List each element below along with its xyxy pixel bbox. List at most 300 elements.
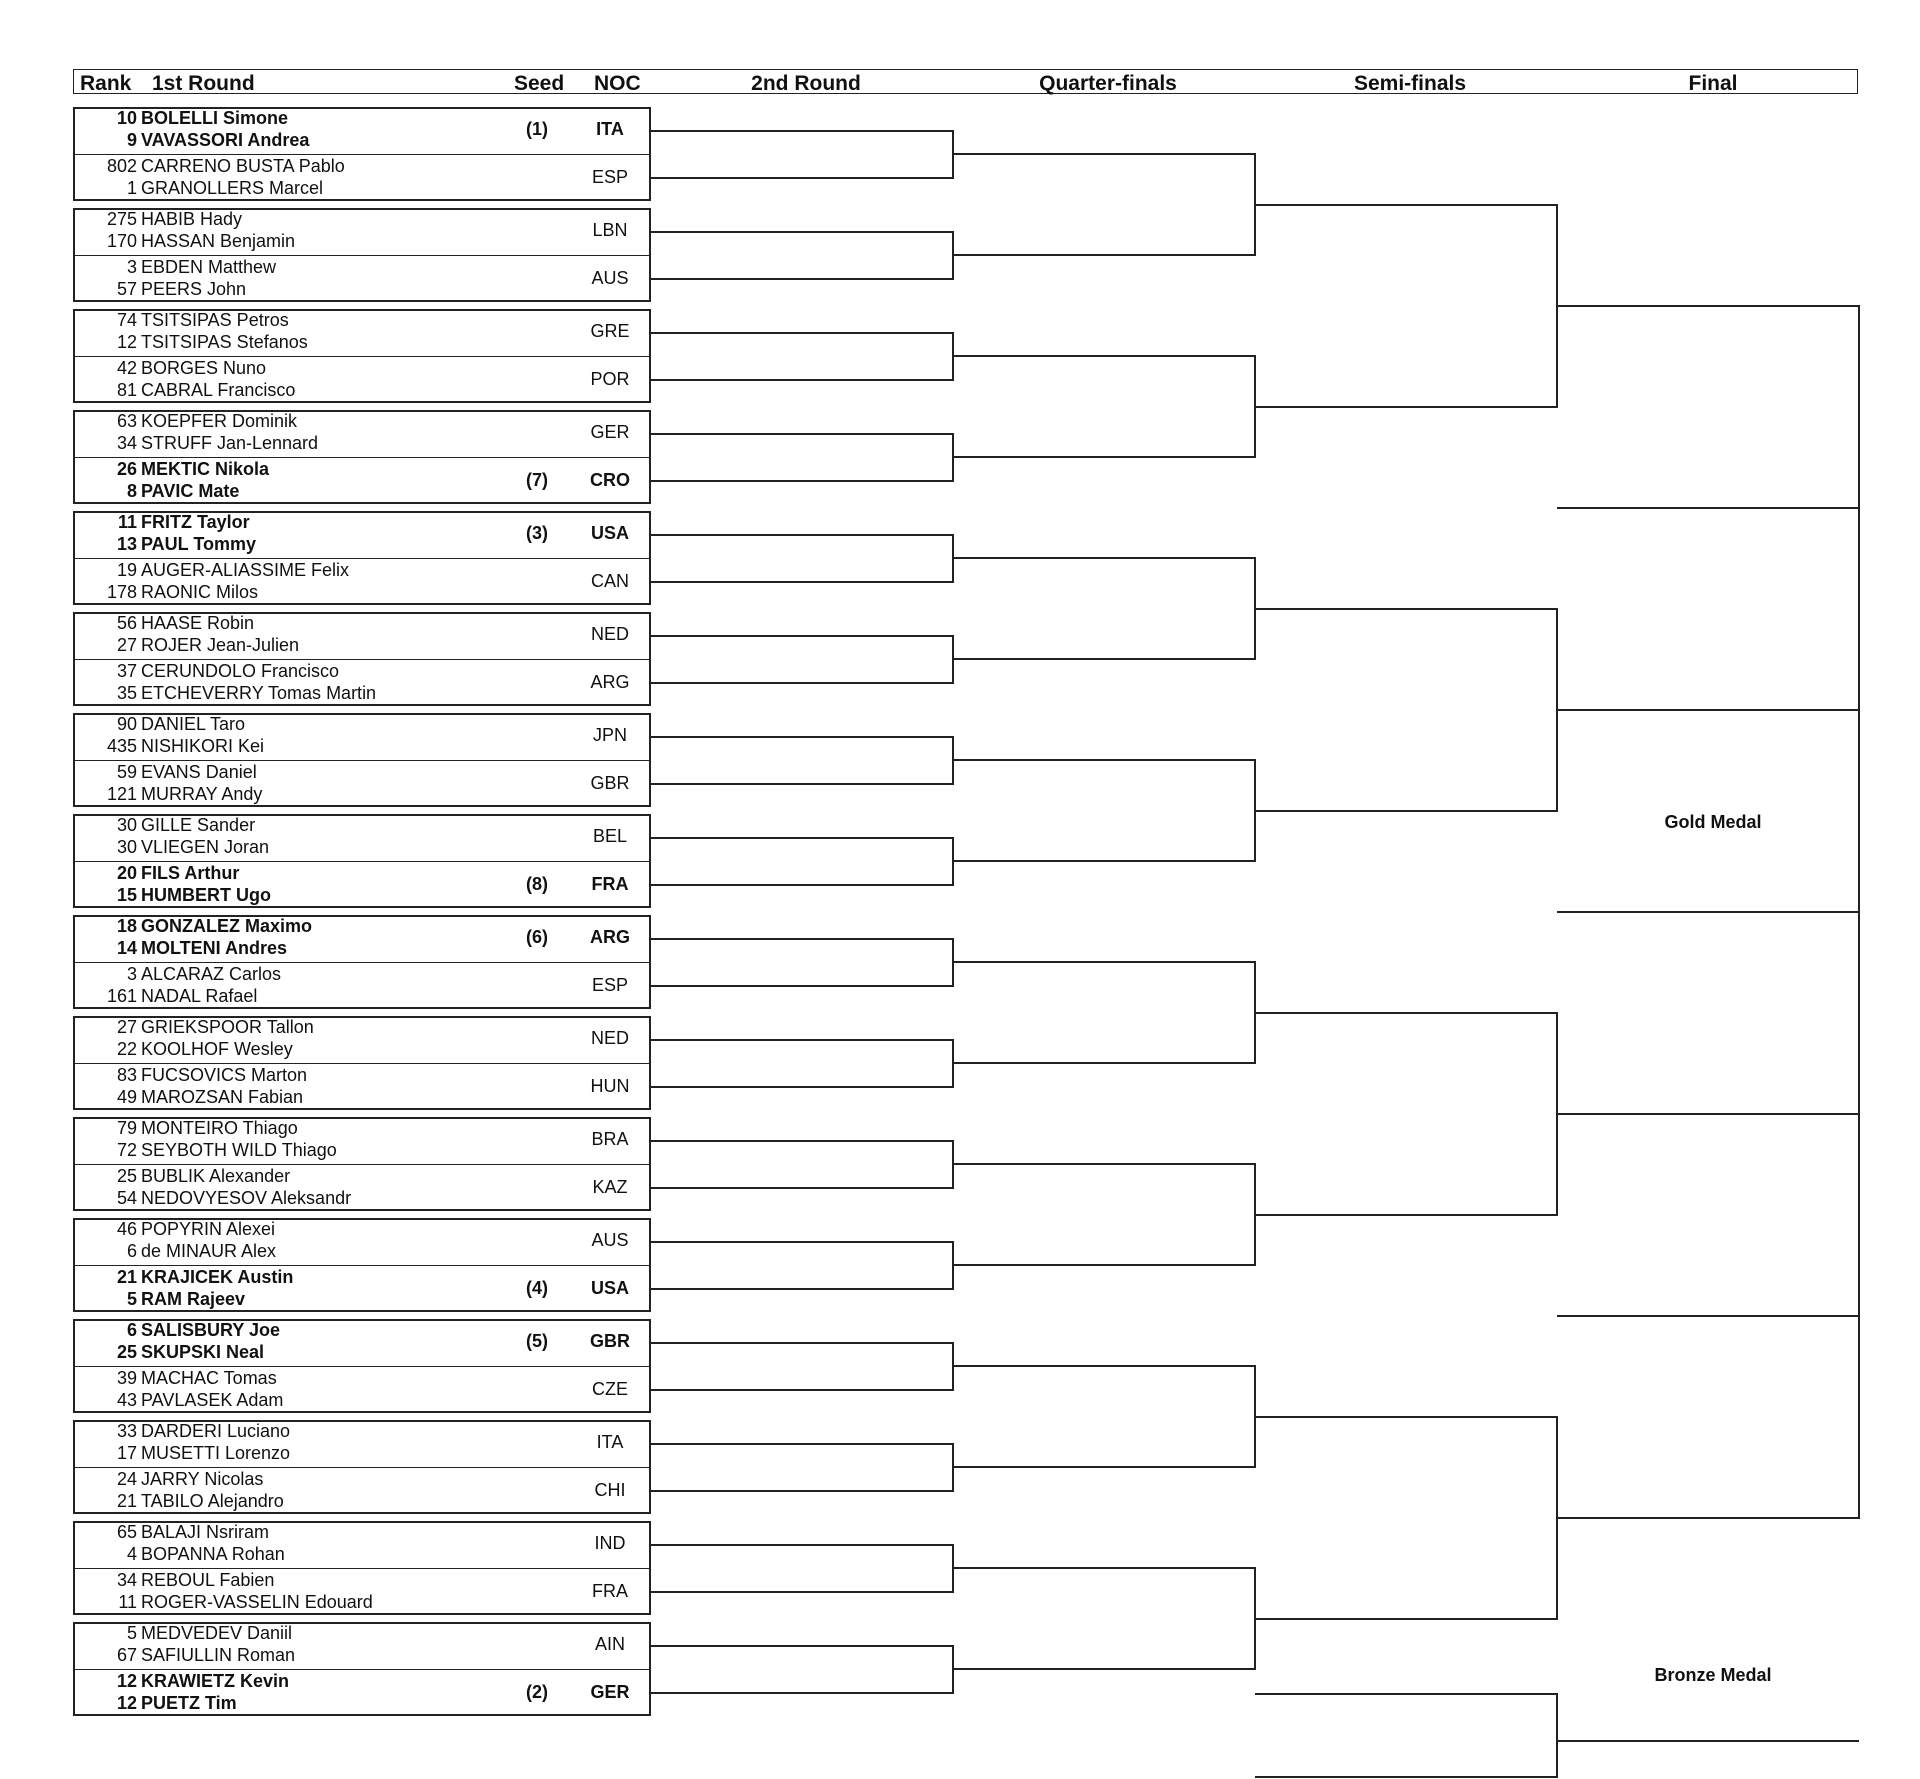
player-rank: 56: [116, 613, 137, 633]
bracket-line: [650, 635, 953, 637]
player-rank: 63: [116, 411, 137, 431]
team-noc: AIN: [594, 1634, 625, 1654]
team-noc: ARG: [590, 672, 630, 692]
player-line: [75, 1017, 314, 1037]
player-line: [75, 108, 288, 128]
first-round-match: [73, 309, 651, 403]
player-name: CERUNDOLO Francisco: [141, 661, 340, 681]
player-line: [75, 1320, 280, 1340]
player-line: [75, 837, 269, 857]
player-line: [75, 683, 376, 703]
team-noc: ITA: [596, 119, 624, 139]
team-row: [75, 1265, 649, 1312]
player-name: GILLE Sander: [141, 815, 256, 835]
bracket-line: [650, 581, 953, 583]
player-rank: 10: [116, 108, 137, 128]
team-seed: (2): [526, 1682, 548, 1702]
bracket-line: [650, 1187, 953, 1189]
team-noc: GRE: [590, 321, 630, 341]
player-line: [75, 938, 287, 958]
header-semifinals: Semi-finals: [1353, 72, 1467, 95]
player-rank: 42: [116, 358, 137, 378]
bronze-medal-label: Bronze Medal: [1654, 1665, 1772, 1685]
bracket-line: [650, 1389, 953, 1391]
player-line: [75, 156, 345, 176]
bracket-line: [953, 1466, 1255, 1468]
first-round-match: [73, 713, 651, 807]
player-name: ROJER Jean-Julien: [141, 635, 300, 655]
player-rank: 170: [106, 231, 137, 251]
header-rank: Rank: [80, 72, 132, 95]
player-rank: 6: [126, 1320, 137, 1340]
player-line: [75, 332, 308, 352]
player-rank: 79: [116, 1118, 137, 1138]
first-round-match: [73, 410, 651, 504]
team-noc: CHI: [594, 1480, 626, 1500]
team-seed: (6): [526, 927, 548, 947]
team-row: [75, 1521, 649, 1568]
player-rank: 67: [116, 1645, 137, 1665]
header-seed: Seed: [514, 72, 565, 95]
bracket-line: [1255, 1693, 1557, 1695]
player-name: ALCARAZ Carlos: [141, 964, 282, 984]
player-line: [75, 784, 262, 804]
player-name: HASSAN Benjamin: [141, 231, 296, 251]
player-name: KOEPFER Dominik: [141, 411, 298, 431]
team-row: [75, 1319, 649, 1366]
player-rank: 37: [116, 661, 137, 681]
player-line: [75, 916, 312, 936]
player-name: NISHIKORI Kei: [141, 736, 265, 756]
bracket-line: [1255, 1618, 1557, 1620]
team-seed: (7): [526, 470, 548, 490]
player-name: TABILO Alejandro: [141, 1491, 284, 1511]
bracket-line: [1557, 305, 1859, 307]
bracket-line: [650, 177, 953, 179]
player-line: [75, 231, 295, 251]
header-round2: 2nd Round: [751, 72, 861, 95]
bracket-line: [1255, 1776, 1557, 1778]
player-line: [75, 279, 246, 299]
player-line: [75, 178, 323, 198]
gold-medal-label: Gold Medal: [1664, 812, 1762, 832]
bracket-line: [953, 254, 1255, 256]
team-row: [75, 511, 649, 558]
player-name: MEDVEDEV Daniil: [141, 1623, 293, 1643]
player-line: [75, 1645, 295, 1665]
bracket-line: [953, 1062, 1255, 1064]
bracket-line: [650, 837, 953, 839]
player-line: [75, 885, 271, 905]
team-row: [75, 1063, 649, 1110]
player-name: MONTEIRO Thiago: [141, 1118, 298, 1138]
player-line: [75, 257, 276, 277]
bracket-line: [650, 938, 953, 940]
player-line: [75, 1065, 307, 1085]
bracket-line: [953, 1365, 1255, 1367]
player-name: MURRAY Andy: [141, 784, 263, 804]
header-quarterfinals: Quarter-finals: [1039, 72, 1177, 95]
player-name: TSITSIPAS Petros: [141, 310, 289, 330]
player-line: [75, 1623, 292, 1643]
team-noc: LBN: [592, 220, 628, 240]
player-rank: 12: [116, 1693, 137, 1713]
team-noc: ESP: [591, 975, 629, 995]
bracket-line: [650, 682, 953, 684]
player-line: [75, 1570, 274, 1590]
header-round1: 1st Round: [152, 72, 255, 95]
player-rank: 802: [106, 156, 137, 176]
player-rank: 65: [116, 1522, 137, 1542]
team-noc: ITA: [596, 1432, 624, 1452]
player-name: EBDEN Matthew: [141, 257, 277, 277]
bracket-line: [650, 534, 953, 536]
player-name: STRUFF Jan-Lennard: [141, 433, 319, 453]
team-row: [75, 1164, 649, 1211]
player-name: POPYRIN Alexei: [141, 1219, 276, 1239]
first-round-match: [73, 511, 651, 605]
player-name: SEYBOTH WILD Thiago: [141, 1140, 337, 1160]
player-line: [75, 1039, 293, 1059]
player-rank: 59: [116, 762, 137, 782]
team-row: [75, 255, 649, 302]
bracket-line: [650, 130, 953, 132]
team-noc: USA: [590, 1278, 629, 1298]
team-row: [75, 1669, 649, 1716]
player-name: GRANOLLERS Marcel: [141, 178, 324, 198]
player-rank: 9: [126, 130, 137, 150]
bracket-line: [953, 1264, 1255, 1266]
player-rank: 54: [116, 1188, 137, 1208]
player-line: [75, 1166, 290, 1186]
player-rank: 74: [116, 310, 137, 330]
bracket-line: [650, 1591, 953, 1593]
player-name: PAUL Tommy: [141, 534, 257, 554]
player-line: [75, 1421, 290, 1441]
player-name: BUBLIK Alexander: [141, 1166, 291, 1186]
player-line: [75, 613, 254, 633]
team-row: [75, 410, 649, 457]
player-rank: 57: [116, 279, 137, 299]
player-rank: 21: [116, 1267, 137, 1287]
bracket-line: [953, 1668, 1255, 1670]
team-seed: (5): [526, 1331, 548, 1351]
player-line: [75, 1522, 269, 1542]
player-rank: 5: [126, 1289, 137, 1309]
first-round-match: [73, 1319, 651, 1413]
team-noc: FRA: [591, 874, 629, 894]
player-name: NADAL Rafael: [141, 986, 258, 1006]
first-round-match: [73, 814, 651, 908]
team-row: [75, 1622, 649, 1669]
player-rank: 34: [116, 1570, 137, 1590]
player-name: HUMBERT Ugo: [141, 885, 271, 905]
team-row: [75, 814, 649, 861]
bracket-line: [650, 1544, 953, 1546]
player-line: [75, 1289, 245, 1309]
player-name: GRIEKSPOOR Tallon: [141, 1017, 314, 1037]
bracket-line: [1255, 204, 1557, 206]
bracket-line: [650, 480, 953, 482]
player-line: [75, 209, 242, 229]
team-noc: GBR: [590, 1331, 630, 1351]
team-noc: BRA: [591, 1129, 629, 1149]
bracket-line: [1557, 1113, 1859, 1115]
player-line: [75, 1267, 293, 1287]
player-name: PAVIC Mate: [141, 481, 240, 501]
team-noc: POR: [590, 369, 630, 389]
team-noc: HUN: [590, 1076, 630, 1096]
player-line: [75, 433, 318, 453]
bracket-line: [650, 433, 953, 435]
bracket-line: [953, 1163, 1255, 1165]
team-noc: BEL: [592, 826, 628, 846]
player-rank: 83: [116, 1065, 137, 1085]
team-noc: JPN: [592, 725, 627, 745]
bracket-line: [1556, 1693, 1558, 1778]
player-line: [75, 714, 245, 734]
player-name: MAROZSAN Fabian: [141, 1087, 304, 1107]
header-noc: NOC: [594, 72, 641, 95]
bracket-line: [1255, 608, 1557, 610]
player-line: [75, 736, 264, 756]
bracket-line: [1255, 406, 1557, 408]
bracket-line: [953, 1567, 1255, 1569]
player-name: SAFIULLIN Roman: [141, 1645, 296, 1665]
team-noc: ARG: [590, 927, 630, 947]
player-line: [75, 358, 266, 378]
bracket-line: [953, 759, 1255, 761]
first-round-match: [73, 1016, 651, 1110]
player-rank: 33: [116, 1421, 137, 1441]
player-name: BALAJI Nsriram: [141, 1522, 270, 1542]
player-rank: 27: [116, 635, 137, 655]
team-row: [75, 107, 649, 154]
player-name: GONZALEZ Maximo: [141, 916, 313, 936]
player-name: BOLELLI Simone: [141, 108, 289, 128]
player-rank: 121: [106, 784, 137, 804]
player-name: NEDOVYESOV Aleksandr: [141, 1188, 352, 1208]
player-name: PEERS John: [141, 279, 247, 299]
bracket-line: [1255, 1012, 1557, 1014]
player-line: [75, 459, 269, 479]
player-line: [75, 986, 257, 1006]
team-seed: (4): [526, 1278, 548, 1298]
player-name: SALISBURY Joe: [141, 1320, 281, 1340]
player-line: [75, 1368, 277, 1388]
bracket-line: [1557, 1517, 1859, 1519]
team-row: [75, 558, 649, 605]
team-noc: KAZ: [592, 1177, 628, 1197]
player-rank: 15: [116, 885, 137, 905]
player-name: MACHAC Tomas: [141, 1368, 277, 1388]
team-row: [75, 1366, 649, 1413]
player-rank: 30: [116, 837, 137, 857]
player-line: [75, 481, 239, 501]
player-name: ROGER-VASSELIN Edouard: [141, 1592, 373, 1612]
player-line: [75, 130, 309, 150]
team-row: [75, 962, 649, 1009]
player-line: [75, 1693, 237, 1713]
team-noc: GER: [590, 1682, 630, 1702]
player-name: de MINAUR Alex: [141, 1241, 277, 1261]
player-rank: 13: [116, 534, 137, 554]
team-row: [75, 612, 649, 659]
player-line: [75, 1342, 264, 1362]
bracket-line: [953, 557, 1255, 559]
player-name: PAVLASEK Adam: [141, 1390, 284, 1410]
player-rank: 1: [126, 178, 137, 198]
player-name: JARRY Nicolas: [141, 1469, 264, 1489]
bracket-line: [650, 332, 953, 334]
player-line: [75, 560, 349, 580]
team-row: [75, 659, 649, 706]
player-rank: 275: [106, 209, 137, 229]
player-name: VLIEGEN Joran: [141, 837, 270, 857]
team-noc: USA: [590, 523, 629, 543]
player-name: RAM Rajeev: [141, 1289, 246, 1309]
first-round-match: [73, 1117, 651, 1211]
player-rank: 5: [126, 1623, 137, 1643]
bracket-line: [1557, 911, 1859, 913]
player-rank: 24: [116, 1469, 137, 1489]
bracket-line: [953, 860, 1255, 862]
team-seed: (1): [526, 119, 548, 139]
player-line: [75, 1118, 298, 1138]
player-rank: 11: [118, 1592, 137, 1612]
bracket-line: [650, 884, 953, 886]
team-noc: IND: [594, 1533, 626, 1553]
player-name: ETCHEVERRY Tomas Martin: [141, 683, 377, 703]
bracket-line: [1557, 709, 1859, 711]
bracket-line: [953, 153, 1255, 155]
bracket-line: [953, 961, 1255, 963]
player-name: KOOLHOF Wesley: [141, 1039, 293, 1059]
player-name: CARRENO BUSTA Pablo: [141, 156, 345, 176]
player-line: [75, 1443, 290, 1463]
bracket-line: [953, 658, 1255, 660]
player-rank: 6: [126, 1241, 137, 1261]
player-name: BORGES Nuno: [141, 358, 267, 378]
player-line: [75, 1188, 351, 1208]
player-rank: 30: [116, 815, 137, 835]
bracket-line: [953, 456, 1255, 458]
first-round-match: [73, 915, 651, 1009]
player-line: [75, 1219, 275, 1239]
player-line: [75, 1671, 289, 1691]
team-row: [75, 713, 649, 760]
player-rank: 20: [116, 863, 137, 883]
player-name: FILS Arthur: [141, 863, 240, 883]
player-rank: 72: [116, 1140, 137, 1160]
bracket-line: [1255, 1214, 1557, 1216]
first-round-match: [73, 107, 651, 201]
player-name: DANIEL Taro: [141, 714, 246, 734]
player-name: BOPANNA Rohan: [141, 1544, 285, 1564]
team-noc: ESP: [591, 167, 629, 187]
player-name: HAASE Robin: [141, 613, 255, 633]
player-line: [75, 310, 289, 330]
player-rank: 90: [116, 714, 137, 734]
player-line: [75, 1491, 284, 1511]
player-rank: 22: [116, 1039, 137, 1059]
player-rank: 34: [116, 433, 137, 453]
first-round-match: [73, 612, 651, 706]
player-name: DARDERI Luciano: [141, 1421, 291, 1441]
player-line: [75, 1140, 337, 1160]
team-row: [75, 1420, 649, 1467]
player-name: FRITZ Taylor: [141, 512, 250, 532]
first-round-match: [73, 1420, 651, 1514]
first-round-match: [73, 1622, 651, 1716]
player-line: [75, 863, 239, 883]
player-rank: 161: [106, 986, 137, 1006]
bracket-line: [1557, 507, 1859, 509]
first-round-match: [73, 1521, 651, 1615]
bracket-line: [650, 1241, 953, 1243]
player-name: VAVASSORI Andrea: [141, 130, 310, 150]
team-row: [75, 760, 649, 807]
team-row: [75, 208, 649, 255]
player-line: [75, 512, 250, 532]
player-rank: 178: [106, 582, 137, 602]
team-row: [75, 1117, 649, 1164]
bracket-line: [650, 278, 953, 280]
player-rank: 46: [116, 1219, 137, 1239]
bracket-line: [650, 1490, 953, 1492]
team-noc: CAN: [590, 571, 629, 591]
player-rank: 25: [116, 1342, 137, 1362]
team-noc: AUS: [591, 268, 629, 288]
player-rank: 435: [106, 736, 137, 756]
player-name: KRAWIETZ Kevin: [141, 1671, 290, 1691]
player-name: RAONIC Milos: [141, 582, 259, 602]
player-line: [75, 582, 258, 602]
team-noc: GER: [590, 422, 630, 442]
team-noc: FRA: [592, 1581, 628, 1601]
bracket-line: [1255, 1416, 1557, 1418]
player-line: [75, 411, 297, 431]
player-line: [75, 762, 257, 782]
team-row: [75, 915, 649, 962]
player-rank: 26: [116, 459, 137, 479]
bracket-line: [650, 379, 953, 381]
player-name: TSITSIPAS Stefanos: [141, 332, 308, 352]
player-line: [75, 1592, 373, 1612]
player-rank: 43: [116, 1390, 137, 1410]
team-row: [75, 1568, 649, 1615]
bracket-line: [650, 1288, 953, 1290]
player-name: AUGER-ALIASSIME Felix: [141, 560, 350, 580]
player-line: [75, 380, 295, 400]
player-name: CABRAL Francisco: [141, 380, 296, 400]
player-rank: 11: [117, 512, 137, 532]
bracket-line: [1255, 810, 1557, 812]
player-name: KRAJICEK Austin: [141, 1267, 294, 1287]
bracket-line: [1557, 1740, 1859, 1742]
player-line: [75, 964, 281, 984]
player-rank: 4: [126, 1544, 137, 1564]
player-line: [75, 635, 299, 655]
player-rank: 3: [126, 257, 137, 277]
header-final: Final: [1688, 72, 1738, 95]
player-name: SKUPSKI Neal: [141, 1342, 265, 1362]
team-row: [75, 1016, 649, 1063]
bracket-line: [650, 231, 953, 233]
player-rank: 19: [116, 560, 137, 580]
player-line: [75, 1390, 283, 1410]
team-noc: NED: [590, 624, 629, 644]
